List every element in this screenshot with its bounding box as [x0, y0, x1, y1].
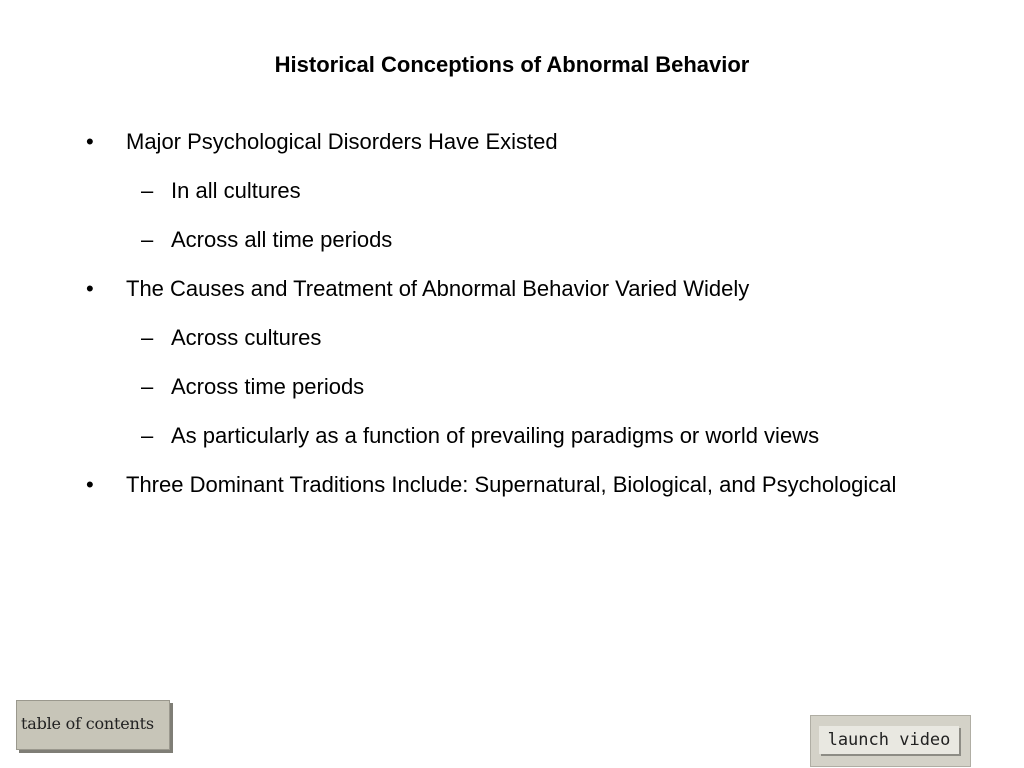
- sub-bullet-item: [86, 422, 946, 450]
- dash-marker: –: [141, 374, 154, 399]
- sub-bullet-text: In all cultures: [171, 178, 301, 203]
- bullet-marker: •: [86, 276, 94, 301]
- sub-bullet-item: [86, 373, 946, 401]
- dash-marker: –: [141, 325, 154, 350]
- sub-bullet-text: Across all time periods: [171, 227, 393, 252]
- bullet-item: [86, 471, 946, 499]
- bullet-marker: •: [86, 129, 94, 154]
- sub-bullet-text: As particularly as a function of prevailing paradigms or world views: [171, 423, 820, 448]
- sub-bullet-item: [86, 177, 946, 205]
- table-of-contents-button[interactable]: table of contents: [16, 700, 170, 750]
- sub-bullet-text: Across cultures: [171, 325, 322, 350]
- bullet-item: [86, 128, 946, 156]
- sub-bullet-text: Across time periods: [171, 374, 365, 399]
- launch-video-label: launch video: [819, 726, 959, 754]
- bullet-text: Major Psychological Disorders Have Existed: [126, 129, 558, 154]
- dash-marker: –: [141, 227, 154, 252]
- dash-marker: –: [141, 178, 154, 203]
- dash-marker: –: [141, 423, 154, 448]
- slide-title: Historical Conceptions of Abnormal Behavior: [274, 52, 750, 77]
- sub-bullet-item: [86, 324, 946, 352]
- bullet-item: [86, 275, 946, 303]
- bullet-list: [86, 128, 946, 520]
- sub-bullet-item: [86, 226, 946, 254]
- launch-video-button[interactable]: [810, 715, 971, 767]
- bullet-text: The Causes and Treatment of Abnormal Behavior Varied Widely: [126, 276, 750, 301]
- bullet-marker: •: [86, 472, 94, 497]
- bullet-text: Three Dominant Traditions Include: Supernatural, Biological, and Psychological: [126, 472, 897, 497]
